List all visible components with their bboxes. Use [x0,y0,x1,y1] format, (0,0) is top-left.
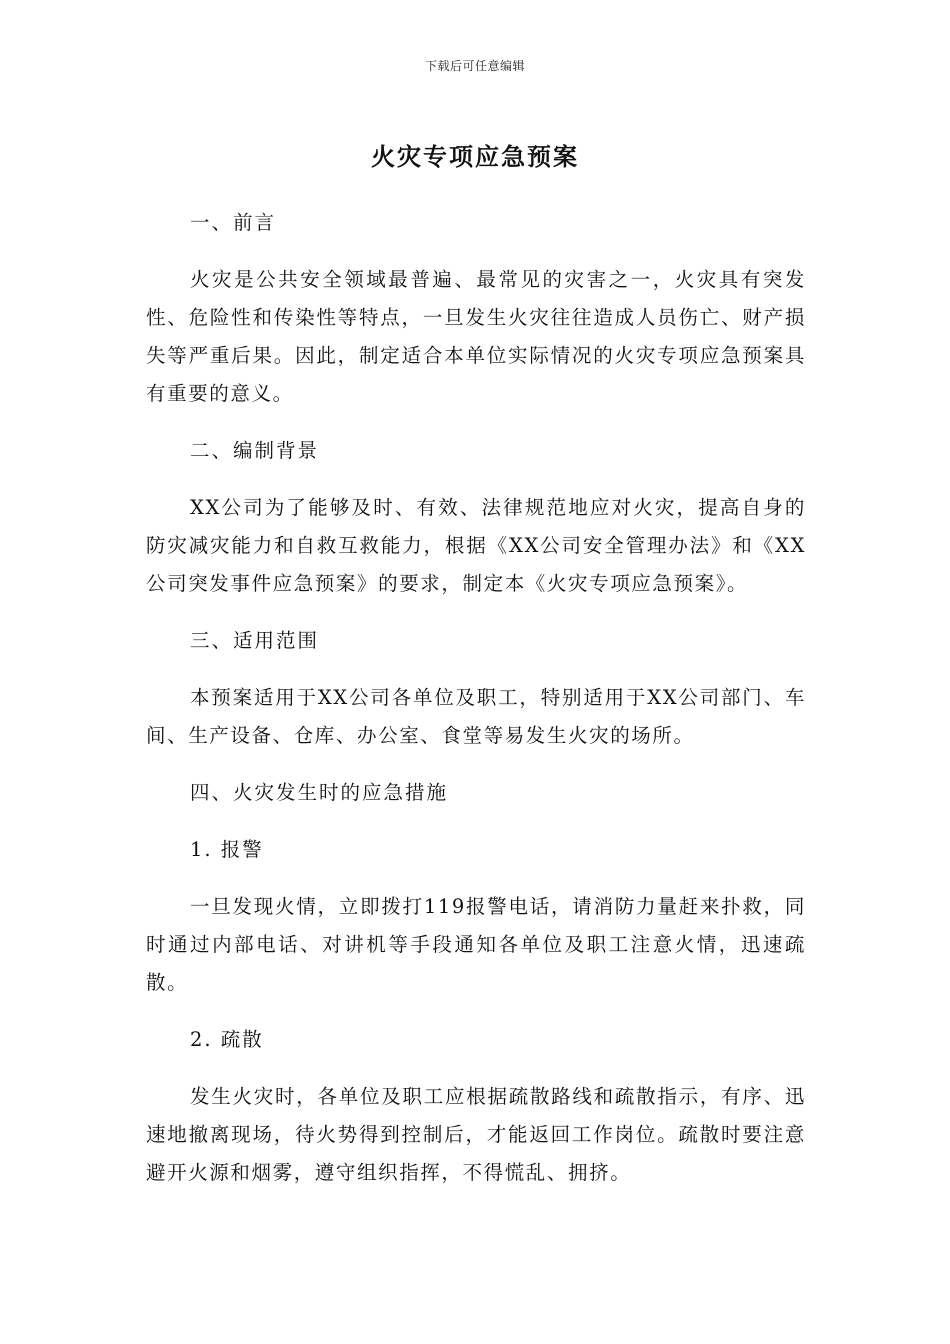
subsection-paragraph-alarm: 一旦发现火情，立即拨打119报警电话，请消防力量赶来扑救，同时通过内部电话、对讲机等手段通知各单位及职工注意火情，迅速疏散。 [146,895,806,994]
section-paragraph-preface: 火灾是公共安全领域最普遍、最常见的灾害之一，火灾具有突发性、危险性和传染性等特点，一旦发生火灾往往造成人员伤亡、财产损失等严重后果。因此，制定适合本单位实际情况的火灾专项应急预案具有重要的意义。 [146,268,806,405]
subsection-paragraph-evacuation: 发生火灾时，各单位及职工应根据疏散路线和疏散指示，有序、迅速地撤离现场，待火势得到控制后，才能返回工作岗位。疏散时要注意避开火源和烟雾，遵守组织指挥，不得慌乱、拥挤。 [146,1085,806,1184]
document-body [146,204,806,1211]
section-heading-preface: 一、前言 [190,211,277,234]
header-note: 下载后可任意编辑 [424,59,525,73]
document-title: 火灾专项应急预案 [371,143,579,171]
subsection-heading-evacuation: 2. 疏散 [190,1028,264,1051]
section-heading-emergency-measures: 四、火灾发生时的应急措施 [190,781,449,804]
section-paragraph-background: XX公司为了能够及时、有效、法律规范地应对火灾，提高自身的防灾减灾能力和自救互救能力，根据《XX公司安全管理办法》和《XX公司突发事件应急预案》的要求，制定本《火灾专项应急预案》。 [146,496,806,595]
section-heading-background: 二、编制背景 [190,439,320,462]
subsection-heading-alarm: 1. 报警 [190,838,264,861]
section-paragraph-scope: 本预案适用于XX公司各单位及职工，特别适用于XX公司部门、车间、生产设备、仓库、办公室、食堂等易发生火灾的场所。 [146,686,806,747]
section-heading-scope: 三、适用范围 [190,629,320,652]
